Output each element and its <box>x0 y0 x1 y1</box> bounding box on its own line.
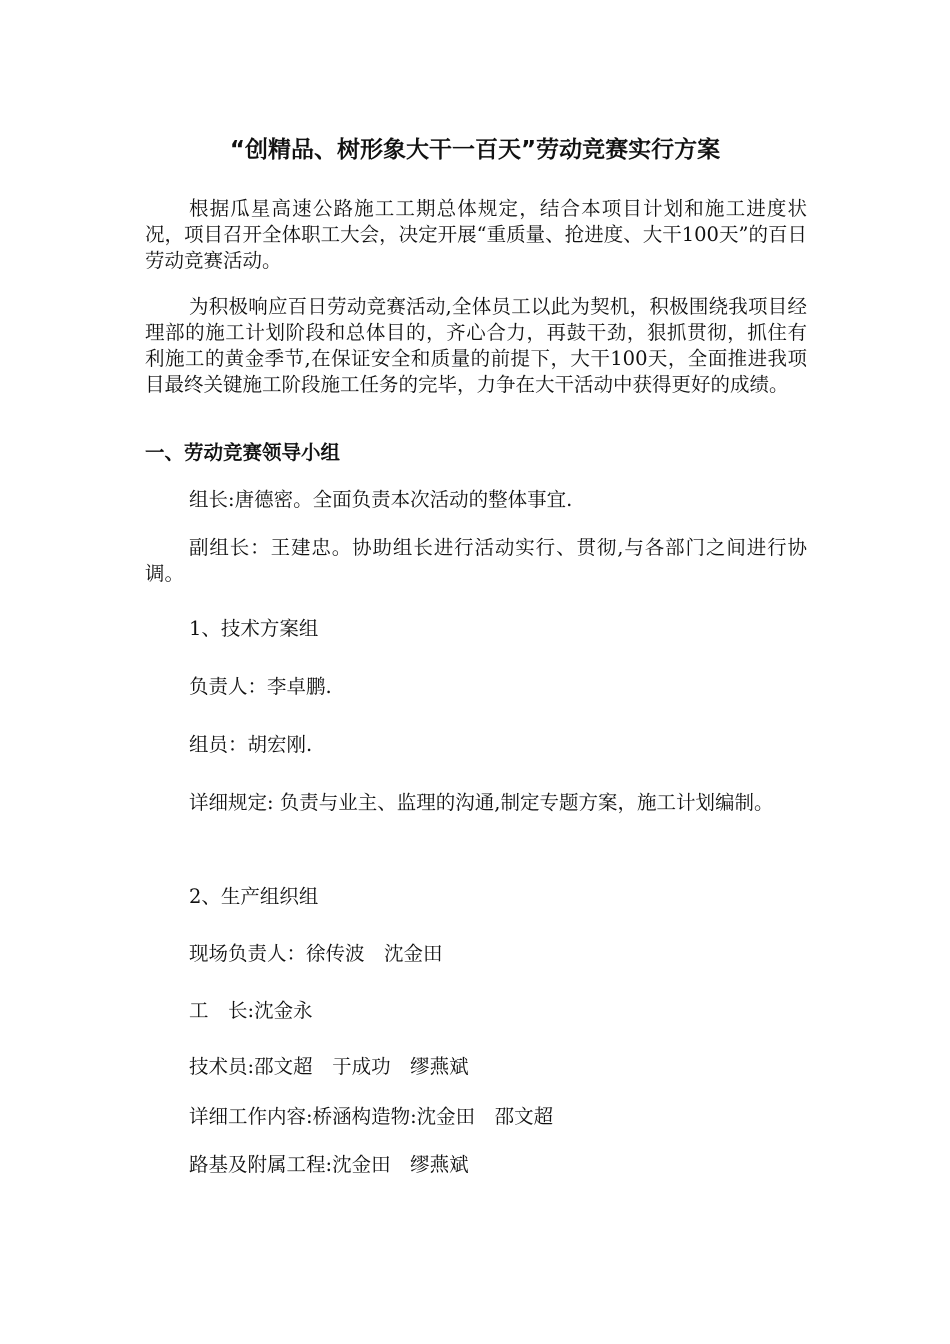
group2-work-bridge: 详细工作内容:桥涵构造物:沈金田 邵文超 <box>189 1105 554 1128</box>
section-heading-leadership: 一、劳动竞赛领导小组 <box>145 441 341 464</box>
leader-line: 组长:唐德密。全面负责本次活动的整体事宜. <box>189 488 573 511</box>
deputy-paragraph: 副组长：王建忠。协助组长进行活动实行、贯彻,与各部门之间进行协调。 <box>145 536 807 585</box>
intro-paragraph-1: 根据瓜星高速公路施工工期总体规定，结合本项目计划和施工进度状况，项目召开全体职工大会，决定开展“重质量、抢进度、大干100天”的百日劳动竞赛活动。 <box>145 197 807 272</box>
group2-title: 2、生产组织组 <box>189 885 319 908</box>
intro-paragraph-2: 为积极响应百日劳动竞赛活动,全体员工以此为契机，积极围绕我项目经理部的施工计划阶段和总体目的，齐心合力，再鼓干劲，狠抓贯彻，抓住有利施工的黄金季节,在保证安全和质量的前提下，大干100天，全面推进我项目最终关键施工阶段施工任务的完毕，力争在大干活动中获得更好的成绩。 <box>145 295 807 396</box>
group2-site-responsible: 现场负责人：徐传波 沈金田 <box>189 942 443 965</box>
group2-work-roadbed: 路基及附属工程:沈金田 缪燕斌 <box>189 1153 469 1176</box>
group2-foreman: 工 长:沈金永 <box>189 999 313 1022</box>
group1-title: 1、技术方案组 <box>189 617 319 640</box>
group1-members: 组员：胡宏刚. <box>189 733 313 756</box>
group1-responsible: 负责人：李卓鹏. <box>189 675 332 698</box>
group2-technicians: 技术员:邵文超 于成功 缪燕斌 <box>189 1055 469 1078</box>
document-title: “创精品、树形象大干一百天”劳动竞赛实行方案 <box>229 137 721 163</box>
group1-details: 详细规定: 负责与业主、监理的沟通,制定专题方案，施工计划编制。 <box>189 791 774 814</box>
